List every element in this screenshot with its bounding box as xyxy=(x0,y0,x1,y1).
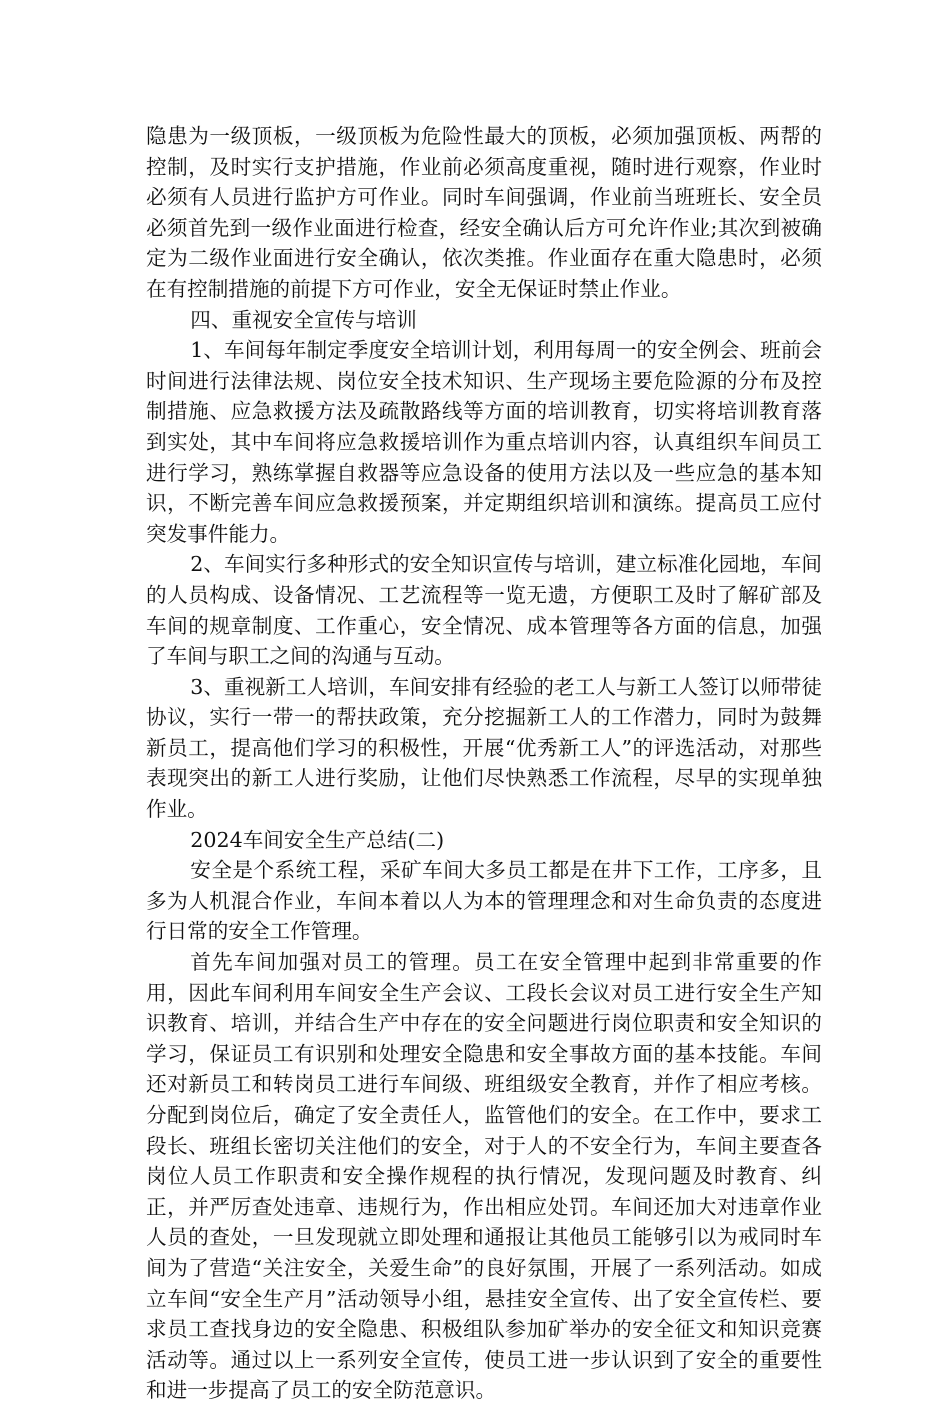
document-page xyxy=(146,121,822,1406)
paragraph-item-1: 1、车间每年制定季度安全培训计划，利用每周一的安全例会、班前会时间进行法律法规、岗位安全技术知识、生产现场主要危险源的分布及控制措施、应急救援方法及疏散路线等方面的培训教育，切实将培训教育落到实处，其中车间将应急救援培训作为重点培训内容，认真组织车间员工进行学习，熟练掌握自救器等应急设备的使用方法以及一些应急的基本知识，不断完善车间应急救援预案，并定期组织培训和演练。提高员工应付突发事件能力。 xyxy=(146,338,822,546)
paragraph-management: 首先车间加强对员工的管理。员工在安全管理中起到非常重要的作用，因此车间利用车间安全生产会议、工段长会议对员工进行安全生产知识教育、培训，并结合生产中存在的安全问题进行岗位职责和安全知识的学习，保证员工有识别和处理安全隐患和安全事故方面的基本技能。车间还对新员工和转岗员工进行车间级、班组级安全教育，并作了相应考核。分配到岗位后，确定了安全责任人，监管他们的安全。在工作中，要求工段长、班组长密切关注他们的安全，对于人的不安全行为，车间主要查各岗位人员工作职责和安全操作规程的执行情况，发现问题及时教育、纠正，并严厉查处违章、违规行为，作出相应处罚。车间还加大对违章作业人员的查处，一旦发现就立即处理和通报让其他员工能够引以为戒同时车间为了营造“关注安全，关爱生命”的良好氛围，开展了一系列活动。如成立车间“安全生产月”活动领导小组，悬挂安全宣传、出了安全宣传栏、要求员工查找身边的安全隐患、积极组队参加矿举办的安全征文和知识竞赛活动等。通过以上一系列安全宣传，使员工进一步认识到了安全的重要性和进一步提高了员工的安全防范意识。 xyxy=(146,950,822,1403)
paragraph-item-2: 2、车间实行多种形式的安全知识宣传与培训，建立标准化园地，车间的人员构成、设备情况、工艺流程等一览无遗，方便职工及时了解矿部及车间的规章制度、工作重心，安全情况、成本管理等各方面的信息，加强了车间与职工之间的沟通与互动。 xyxy=(146,552,822,669)
document-title-2: 2024车间安全生产总结(二) xyxy=(190,827,445,852)
paragraph-item-3: 3、重视新工人培训，车间安排有经验的老工人与新工人签订以师带徒协议，实行一带一的帮扶政策，充分挖掘新工人的工作潜力，同时为鼓舞新员工，提高他们学习的积极性，开展“优秀新工人”的评选活动，对那些表现突出的新工人进行奖励，让他们尽快熟悉工作流程，尽早的实现单独作业。 xyxy=(146,674,822,822)
section-heading-4: 四、重视安全宣传与培训 xyxy=(190,307,417,332)
paragraph-intro: 安全是个系统工程，采矿车间大多员工都是在井下工作，工序多，且多为人机混合作业，车间本着以人为本的管理理念和对生命负责的态度进行日常的安全工作管理。 xyxy=(146,858,822,944)
paragraph-continuation: 隐患为一级顶板，一级顶板为危险性最大的顶板，必须加强顶板、两帮的控制，及时实行支护措施，作业前必须高度重视，随时进行观察，作业时必须有人员进行监护方可作业。同时车间强调，作业前当班班长、安全员必须首先到一级作业面进行检查，经安全确认后方可允许作业;其次到被确定为二级作业面进行安全确认，依次类推。作业面存在重大隐患时，必须在有控制措施的前提下方可作业，安全无保证时禁止作业。 xyxy=(146,124,822,301)
